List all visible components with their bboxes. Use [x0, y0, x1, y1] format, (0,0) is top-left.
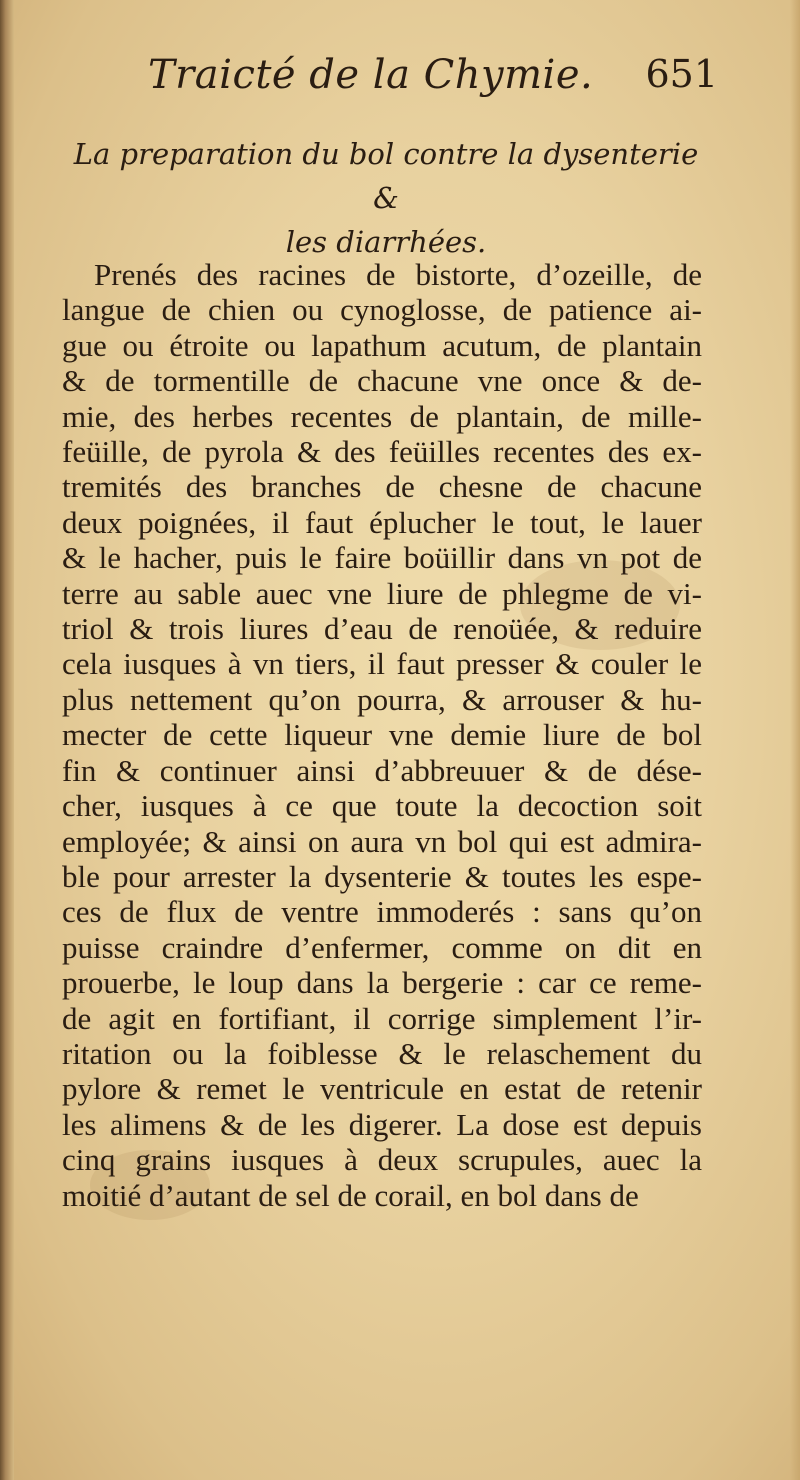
text-line: pylore & remet le ventricule en estat de retenir: [62, 1071, 702, 1107]
text-line: prouerbe, le loup dans la bergerie : car ce reme-: [62, 965, 702, 1001]
text-line: triol & trois liures d’eau de renoüée, & reduire: [62, 611, 702, 647]
running-head: [148, 50, 718, 110]
text-line: les alimens & de les digerer. La dose est depuis: [62, 1106, 702, 1142]
section-heading: [62, 132, 710, 264]
text-line: ritation ou la foiblesse & le relaschement du: [62, 1035, 702, 1071]
text-line: gue ou étroite ou lapathum acutum, de plantain: [62, 327, 702, 363]
body-paragraph: [62, 257, 702, 1213]
text-line: langue de chien ou cynoglosse, de patience ai-: [62, 292, 702, 328]
text-line: feüille, de pyrola & des feüilles recentes des ex-: [62, 434, 702, 470]
text-line: fin & continuer ainsi d’abbreuuer & de dése-: [62, 752, 702, 788]
text-line: employée; & ainsi on aura vn bol qui est admira-: [62, 823, 702, 859]
text-line: de agit en fortifiant, il corrige simplement l’ir-: [62, 1000, 702, 1036]
text-line: cinq grains iusques à deux scrupules, auec la: [62, 1142, 702, 1178]
text-line: & le hacher, puis le faire boüillir dans vn pot de: [62, 540, 702, 576]
text-line: mie, des herbes recentes de plantain, de mille-: [62, 398, 702, 434]
text-line: ces de flux de ventre immoderés : sans qu’on: [62, 894, 702, 930]
section-heading-line: La preparation du bol contre la dysenterie &: [73, 137, 699, 215]
page-gutter-shadow: [0, 0, 14, 1480]
text-line: ble pour arrester la dysenterie & toutes les espe-: [62, 858, 702, 894]
text-line: deux poignées, il faut éplucher le tout, le lauer: [62, 504, 702, 540]
text-line: tremités des branches de chesne de chacune: [62, 469, 702, 505]
section-heading-line: les diarrhées.: [285, 225, 487, 259]
running-title: Traicté de la Chymie.: [148, 52, 594, 98]
text-line: mecter de cette liqueur vne demie liure de bol: [62, 717, 702, 753]
text-line: puisse craindre d’enfermer, comme on dit en: [62, 929, 702, 965]
text-line: plus nettement qu’on pourra, & arrouser & hu-: [62, 681, 702, 717]
text-line: terre au sable auec vne liure de phlegme de vi-: [62, 575, 702, 611]
text-line: moitié d’autant de sel de corail, en bol dans de: [62, 1177, 639, 1213]
text-line: cela iusques à vn tiers, il faut presser & couler le: [62, 646, 702, 682]
text-line: cher, iusques à ce que toute la decoction soit: [62, 788, 702, 824]
text-line: Prenés des racines de bistorte, d’ozeille, de: [94, 257, 702, 292]
page-edge: [790, 0, 800, 1480]
page-number: 651: [645, 52, 718, 96]
text-line: & de tormentille de chacune vne once & de-: [62, 363, 702, 399]
